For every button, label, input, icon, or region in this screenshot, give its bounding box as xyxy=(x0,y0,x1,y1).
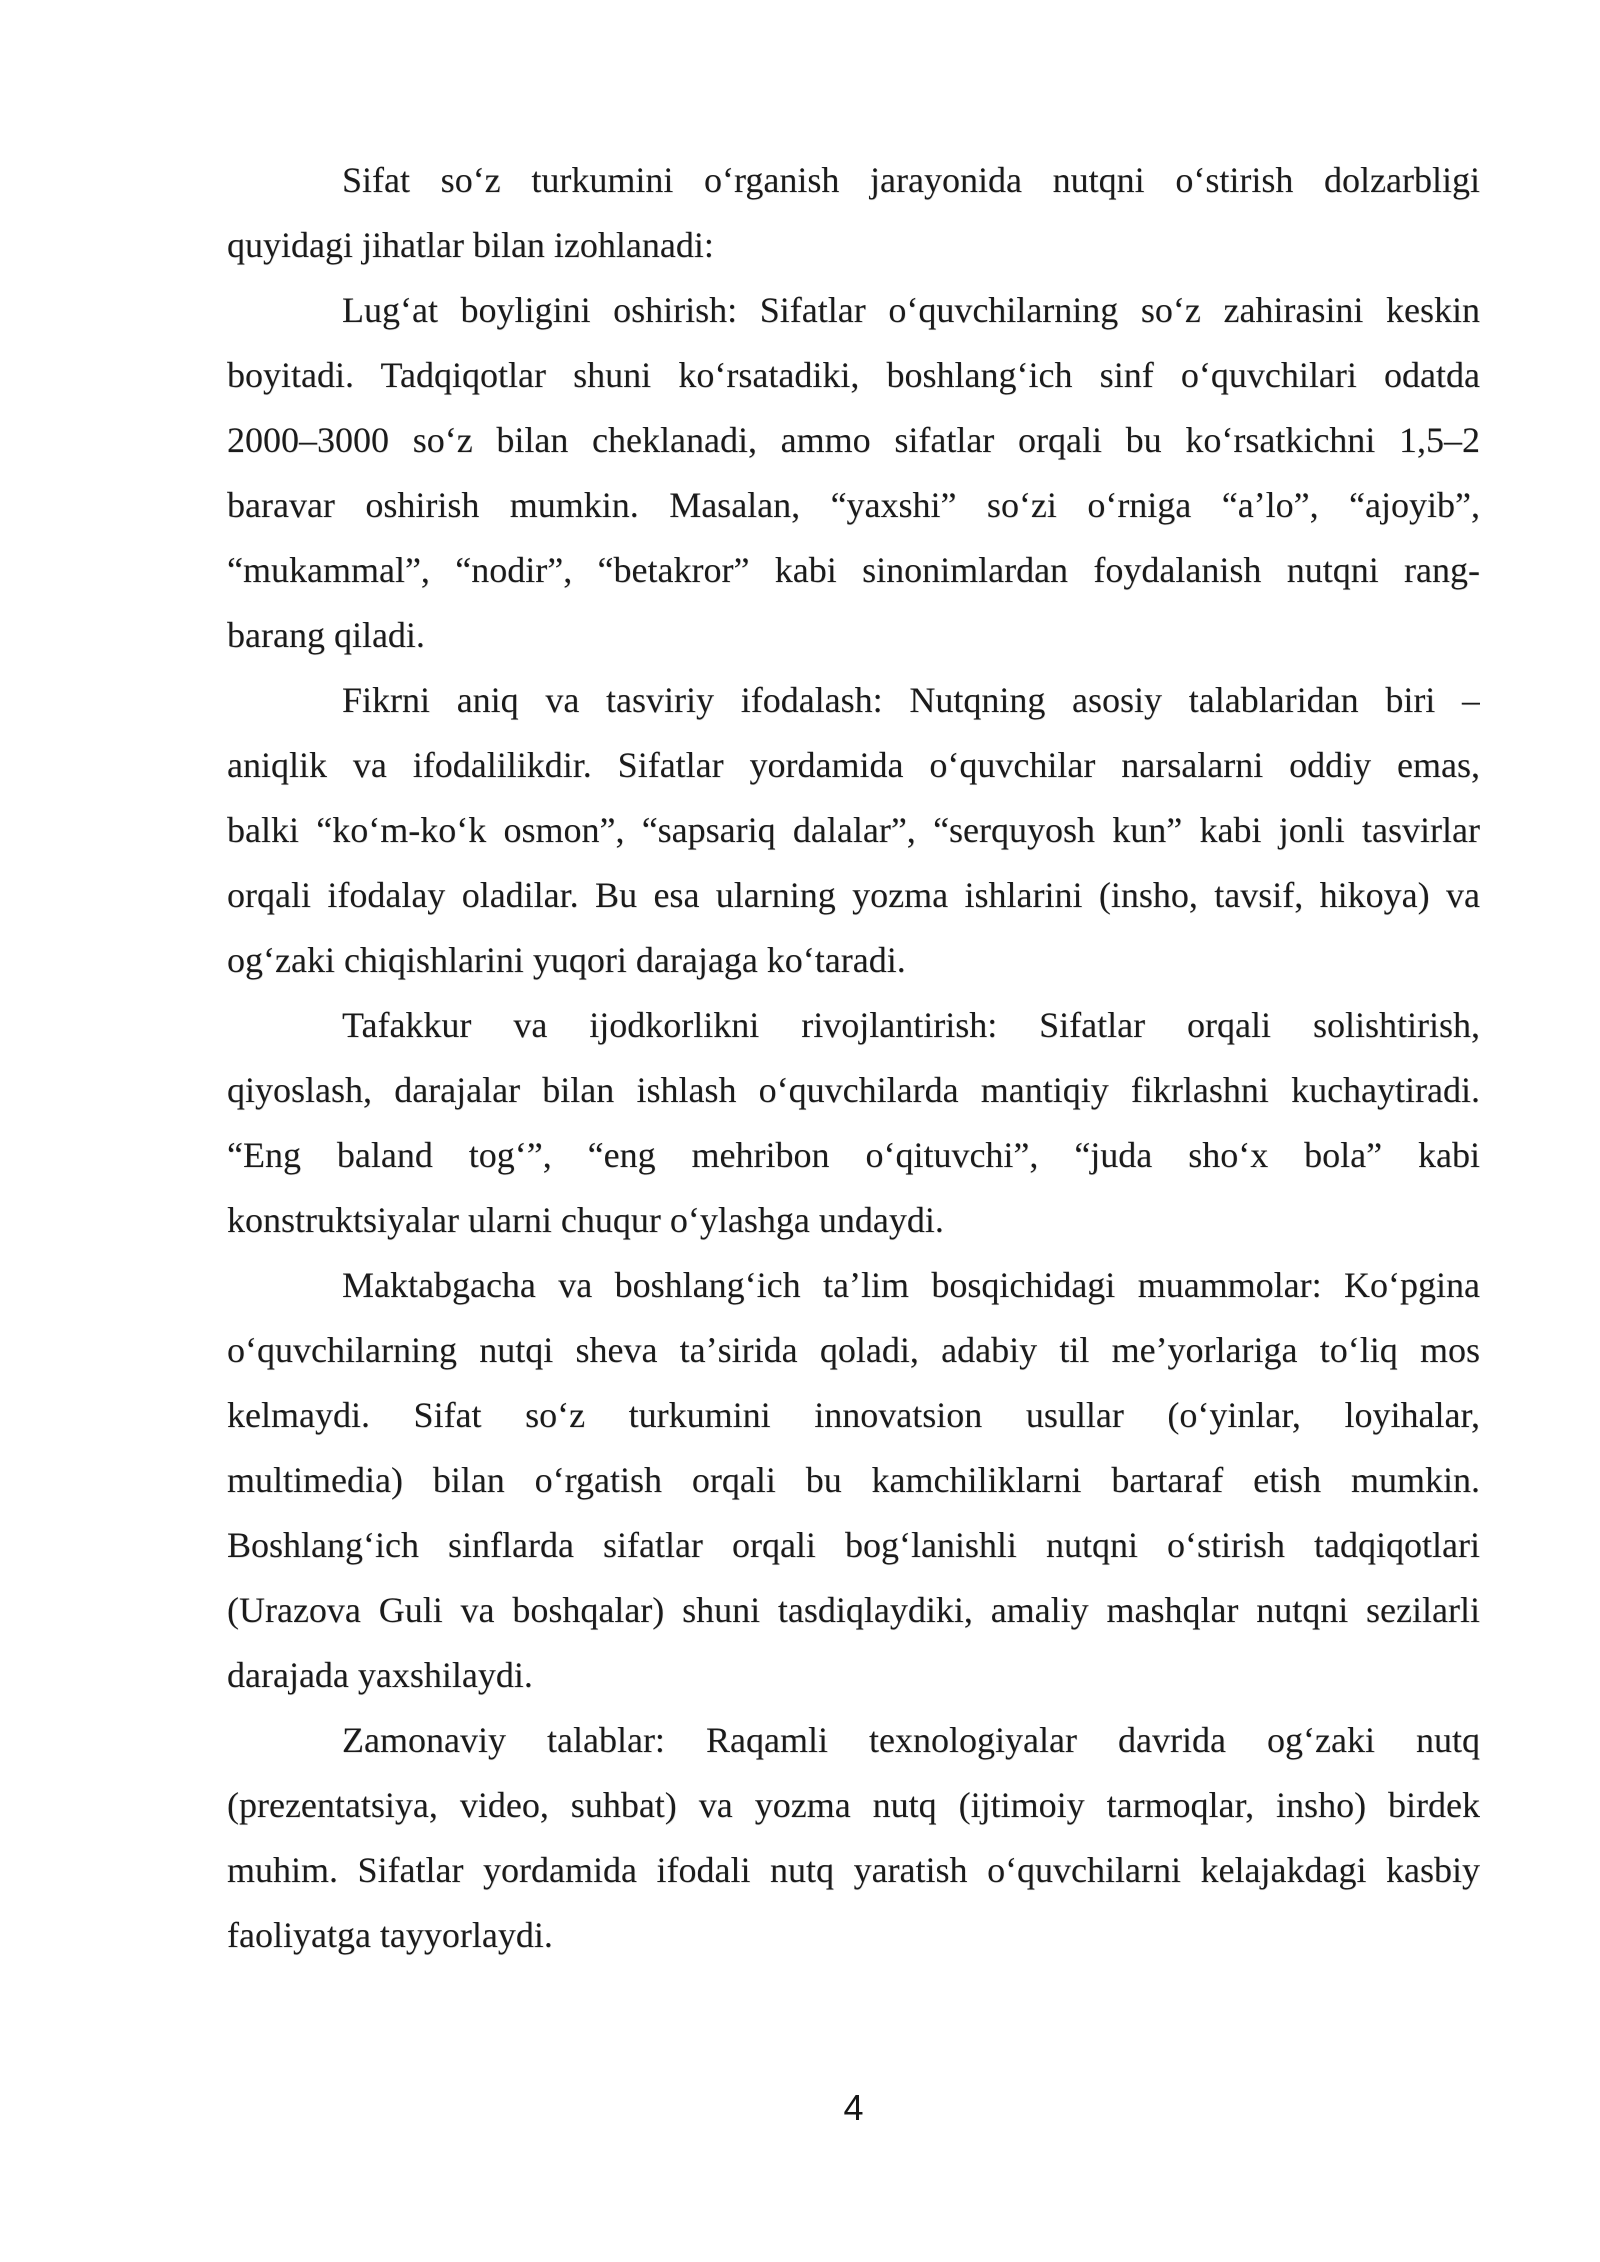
text-line: boyitadi. Tadqiqotlar shuni koʻrsatadiki, boshlangʻich sinf oʻquvchilari odatda xyxy=(227,355,1480,395)
text-line: faoliyatga tayyorlaydi. xyxy=(227,1915,553,1955)
text-line: orqali ifodalay oladilar. Bu esa ularning yozma ishlarini (insho, tavsif, hikoya) va xyxy=(227,875,1480,915)
text-line: “mukammal”, “nodir”, “betakror” kabi sinonimlardan foydalanish nutqni rang- xyxy=(227,550,1480,590)
text-line: Lugʻat boyligini oshirish: Sifatlar oʻquvchilarning soʻz zahirasini keskin xyxy=(342,290,1480,330)
text-line: multimedia) bilan oʻrgatish orqali bu kamchiliklarni bartaraf etish mumkin. xyxy=(227,1460,1480,1500)
text-line: ogʻzaki chiqishlarini yuqori darajaga koʻtaradi. xyxy=(227,940,906,980)
text-line: “Eng baland togʻ”, “eng mehribon oʻqituvchi”, “juda shoʻx bola” kabi xyxy=(227,1135,1480,1175)
text-line: kelmaydi. Sifat soʻz turkumini innovatsion usullar (oʻyinlar, loyihalar, xyxy=(227,1395,1480,1435)
text-line: baravar oshirish mumkin. Masalan, “yaxshi” soʻzi oʻrniga “aʼlo”, “ajoyib”, xyxy=(227,485,1480,525)
text-line: 2000–3000 soʻz bilan cheklanadi, ammo sifatlar orqali bu koʻrsatkichni 1,5–2 xyxy=(227,420,1480,460)
text-block xyxy=(227,148,1480,1968)
text-line: Maktabgacha va boshlangʻich taʼlim bosqichidagi muammolar: Koʻpgina xyxy=(342,1265,1480,1305)
text-line: Zamonaviy talablar: Raqamli texnologiyalar davrida ogʻzaki nutq xyxy=(342,1720,1480,1760)
text-line: oʻquvchilarning nutqi sheva taʼsirida qoladi, adabiy til meʼyorlariga toʻliq mos xyxy=(227,1330,1480,1370)
text-line: darajada yaxshilaydi. xyxy=(227,1655,533,1695)
text-line: konstruktsiyalar ularni chuqur oʻylashga undaydi. xyxy=(227,1200,944,1240)
text-line: muhim. Sifatlar yordamida ifodali nutq yaratish oʻquvchilarni kelajakdagi kasbiy xyxy=(227,1850,1480,1890)
text-line: qiyoslash, darajalar bilan ishlash oʻquvchilarda mantiqiy fikrlashni kuchaytiradi. xyxy=(227,1070,1480,1110)
text-line: barang qiladi. xyxy=(227,615,425,655)
text-line: (prezentatsiya, video, suhbat) va yozma nutq (ijtimoiy tarmoqlar, insho) birdek xyxy=(227,1785,1480,1825)
text-line: Tafakkur va ijodkorlikni rivojlantirish: Sifatlar orqali solishtirish, xyxy=(342,1005,1480,1045)
text-line: quyidagi jihatlar bilan izohlanadi: xyxy=(227,225,714,265)
text-line: Sifat soʻz turkumini oʻrganish jarayonida nutqni oʻstirish dolzarbligi xyxy=(342,160,1480,200)
text-line: Fikrni aniq va tasviriy ifodalash: Nutqning asosiy talablaridan biri – xyxy=(342,680,1480,720)
text-line: aniqlik va ifodalilikdir. Sifatlar yordamida oʻquvchilar narsalarni oddiy emas, xyxy=(227,745,1480,785)
text-line: (Urazova Guli va boshqalar) shuni tasdiqlaydiki, amaliy mashqlar nutqni sezilarli xyxy=(227,1590,1480,1630)
page-number: 4 xyxy=(843,2087,864,2128)
text-line: balki “koʻm-koʻk osmon”, “sapsariq dalalar”, “serquyosh kun” kabi jonli tasvirlar xyxy=(227,810,1480,850)
text-line: Boshlangʻich sinflarda sifatlar orqali bogʻlanishli nutqni oʻstirish tadqiqotlari xyxy=(227,1525,1480,1565)
